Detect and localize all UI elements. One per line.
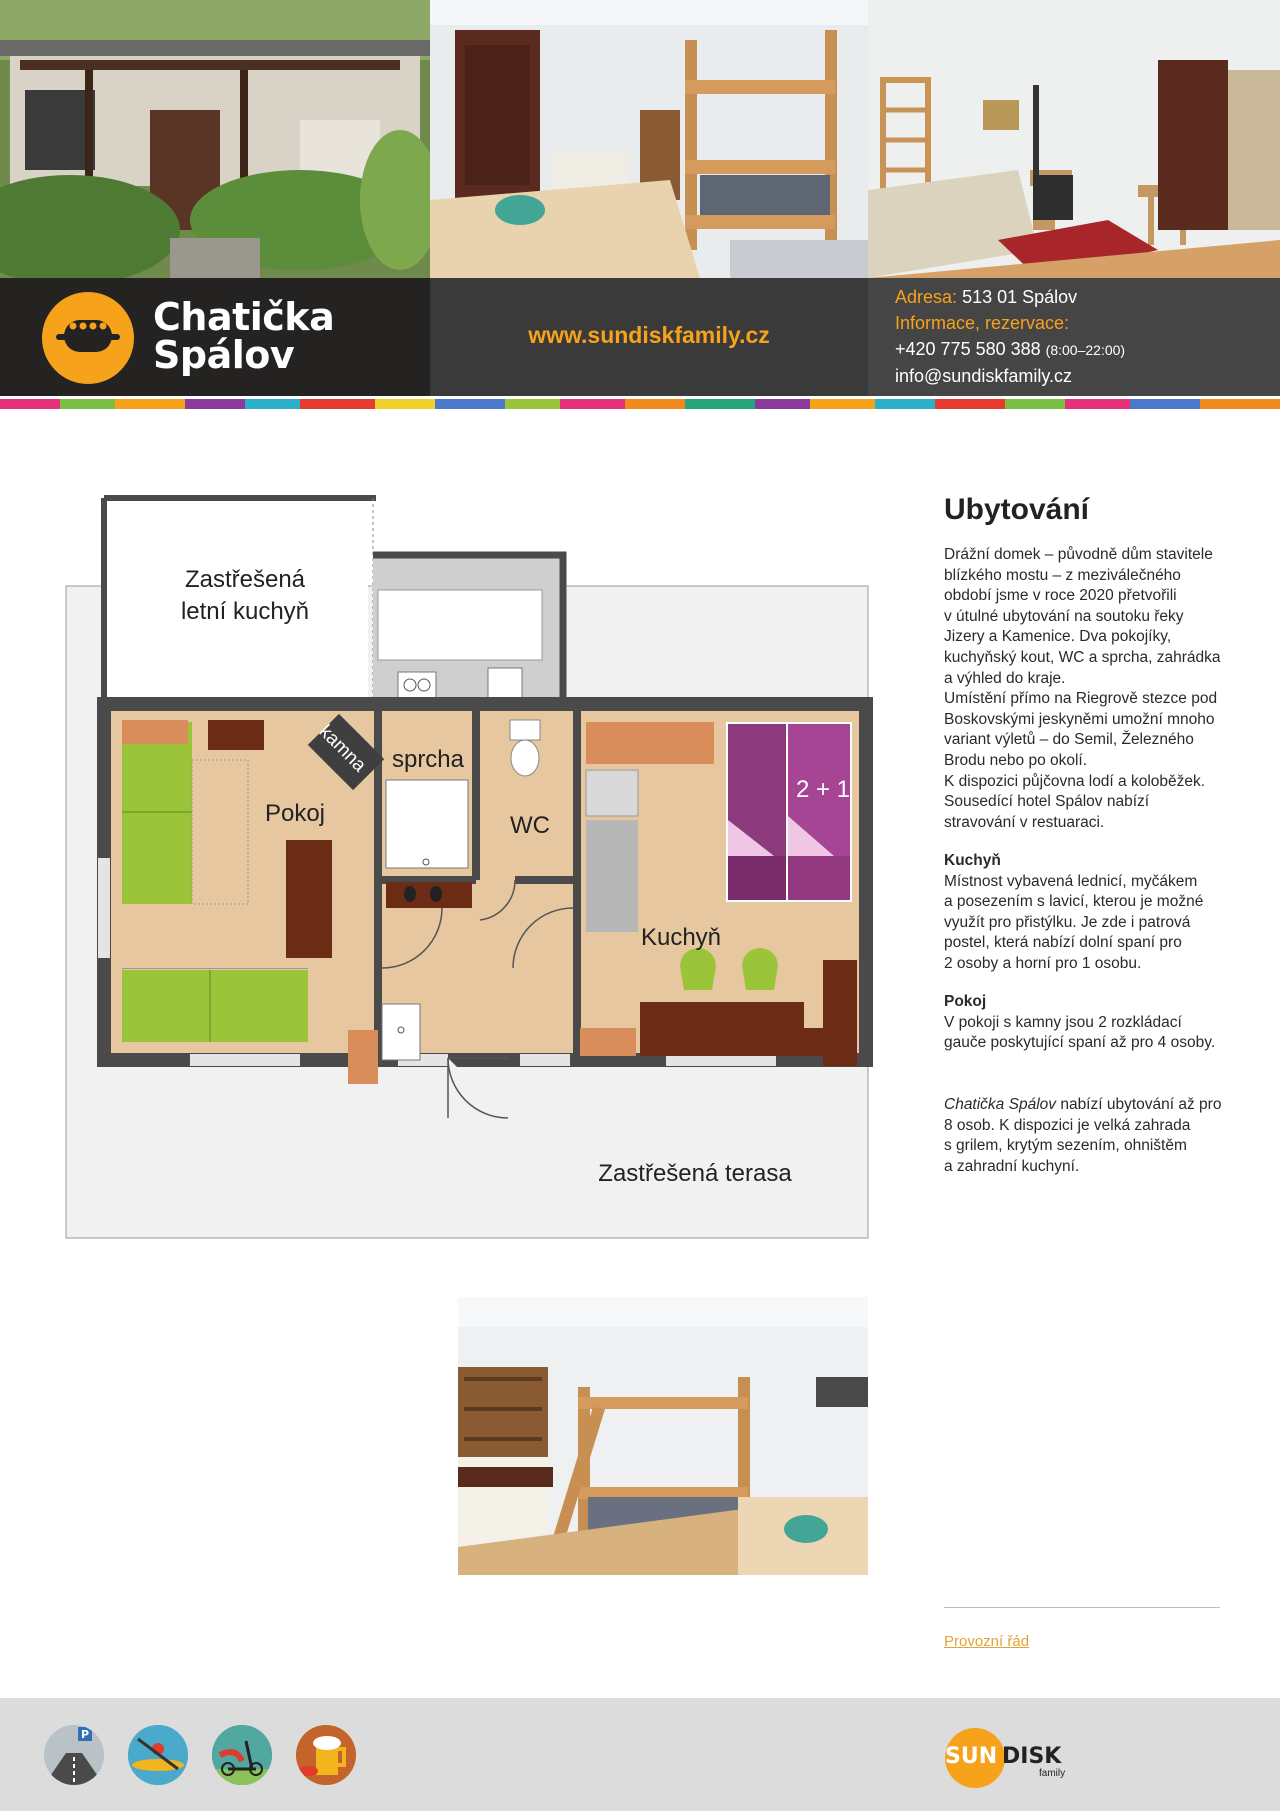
logo-line-1: Chatička	[153, 295, 335, 339]
intro-line: variant výletů – do Semil, Železného	[944, 731, 1194, 749]
label-shower: sprcha	[391, 746, 465, 773]
address-value: 513 01 Spálov	[962, 287, 1078, 307]
intro-line: stravování v restuaraci.	[944, 813, 1105, 831]
scooter-icon	[212, 1725, 272, 1785]
label-wc: WC	[510, 812, 550, 839]
intro-line: blízkého mostu – z meziválečného	[944, 566, 1181, 584]
logo-area	[0, 278, 430, 396]
header-band	[0, 278, 1280, 396]
contact-block	[895, 284, 1125, 389]
room-line: gauče poskytující spaní až pro 4 osoby.	[944, 1034, 1216, 1052]
kitchen-line: využít pro přistýlku. Je zde i patrová	[944, 913, 1191, 931]
intro-line: a výhled do kraje.	[944, 669, 1066, 687]
kitchen-line: 2 osoby a horní pro 1 osobu.	[944, 954, 1142, 972]
brand-sun: SUN	[945, 1744, 998, 1769]
label-bunk-bed: 2 + 1	[795, 776, 851, 803]
label-summer-kitchen-line1: Zastřešená	[184, 566, 306, 593]
intro-line: K dispozici půjčovna lodí a koloběžek.	[944, 772, 1206, 790]
footer	[0, 1698, 1280, 1811]
label-kitchen: Kuchyň	[640, 924, 722, 951]
summary-line: a zahradní kuchyní.	[944, 1157, 1080, 1175]
phone-hours: (8:00–22:00)	[1045, 342, 1126, 358]
photo-bunk-bed-room	[458, 1297, 868, 1575]
label-stove: kamna	[314, 721, 370, 777]
divider	[944, 1607, 1220, 1608]
intro-line: Sousedící hotel Spálov nabízí	[944, 793, 1150, 811]
label-summer-kitchen	[160, 564, 330, 628]
room-section	[944, 992, 1244, 1054]
kayak-icon	[128, 1725, 188, 1785]
sundisk-logo	[945, 1726, 1075, 1795]
beer-icon	[296, 1725, 356, 1785]
room-line: V pokoji s kamny jsou 2 rozkládací	[944, 1013, 1182, 1031]
info-label: Informace, rezervace:	[895, 313, 1070, 333]
photo-kitchen-bunk	[430, 0, 868, 278]
summary-section	[944, 1095, 1244, 1177]
intro-line: období jsme v roce 2020 přetvořili	[944, 587, 1177, 605]
kitchen-section	[944, 851, 1244, 975]
intro-line: Jizery a Kamenice. Dva pokojíky,	[944, 628, 1172, 646]
brand-family: family	[1039, 1768, 1066, 1779]
summary-name: Chatička Spálov	[944, 1096, 1057, 1113]
color-stripe	[0, 396, 1280, 406]
section-heading: Ubytování	[944, 493, 1090, 526]
website-area	[430, 278, 868, 396]
intro-text	[944, 545, 1244, 833]
parking-icon	[44, 1725, 104, 1785]
address-label: Adresa:	[895, 287, 958, 307]
summary-first: nabízí ubytování až pro	[1056, 1096, 1222, 1113]
kitchen-line: Místnost vybavená lednicí, myčákem	[944, 872, 1198, 890]
email-link[interactable]: info@sundiskfamily.cz	[895, 366, 1072, 386]
photo-house-exterior	[0, 0, 430, 278]
label-terrace: Zastřešená terasa	[598, 1160, 792, 1187]
website-link[interactable]: www.sundiskfamily.cz	[528, 322, 770, 348]
brand-disk: DISK	[1002, 1744, 1062, 1769]
label-room: Pokoj	[264, 800, 326, 827]
summary-line: s grilem, krytým sezením, ohništěm	[944, 1137, 1187, 1155]
intro-line: kuchyňský kout, WC a sprcha, zahrádka	[944, 648, 1221, 666]
summary-line: 8 osob. K dispozici je velká zahrada	[944, 1116, 1191, 1134]
logo-title	[153, 295, 335, 377]
phone-number[interactable]: +420 775 580 388	[895, 339, 1041, 359]
label-summer-kitchen-line2: letní kuchyň	[180, 598, 310, 625]
rules-link[interactable]: Provozní řád	[944, 1633, 1030, 1650]
photo-room-stove	[868, 0, 1280, 278]
room-title: Pokoj	[944, 993, 987, 1010]
kitchen-title: Kuchyň	[944, 852, 1001, 869]
intro-line: Brodu nebo po okolí.	[944, 751, 1088, 769]
intro-line: v útulné ubytování na soutoku řeky	[944, 607, 1184, 625]
logo-line-2: Spálov	[153, 333, 295, 377]
intro-line: Umístění přímo na Riegrově stezce pod	[944, 690, 1218, 708]
kitchen-line: postel, která nabízí dolní spaní pro	[944, 934, 1182, 952]
intro-line: Boskovskými jeskyněmi umožní mnoho	[944, 710, 1215, 728]
intro-line: Drážní domek – původně dům stavitele	[944, 546, 1213, 563]
svg-text:P: P	[80, 1728, 90, 1741]
smiley-logo-icon	[42, 292, 134, 384]
kitchen-line: a posezením s lavicí, kterou je možné	[944, 893, 1204, 911]
